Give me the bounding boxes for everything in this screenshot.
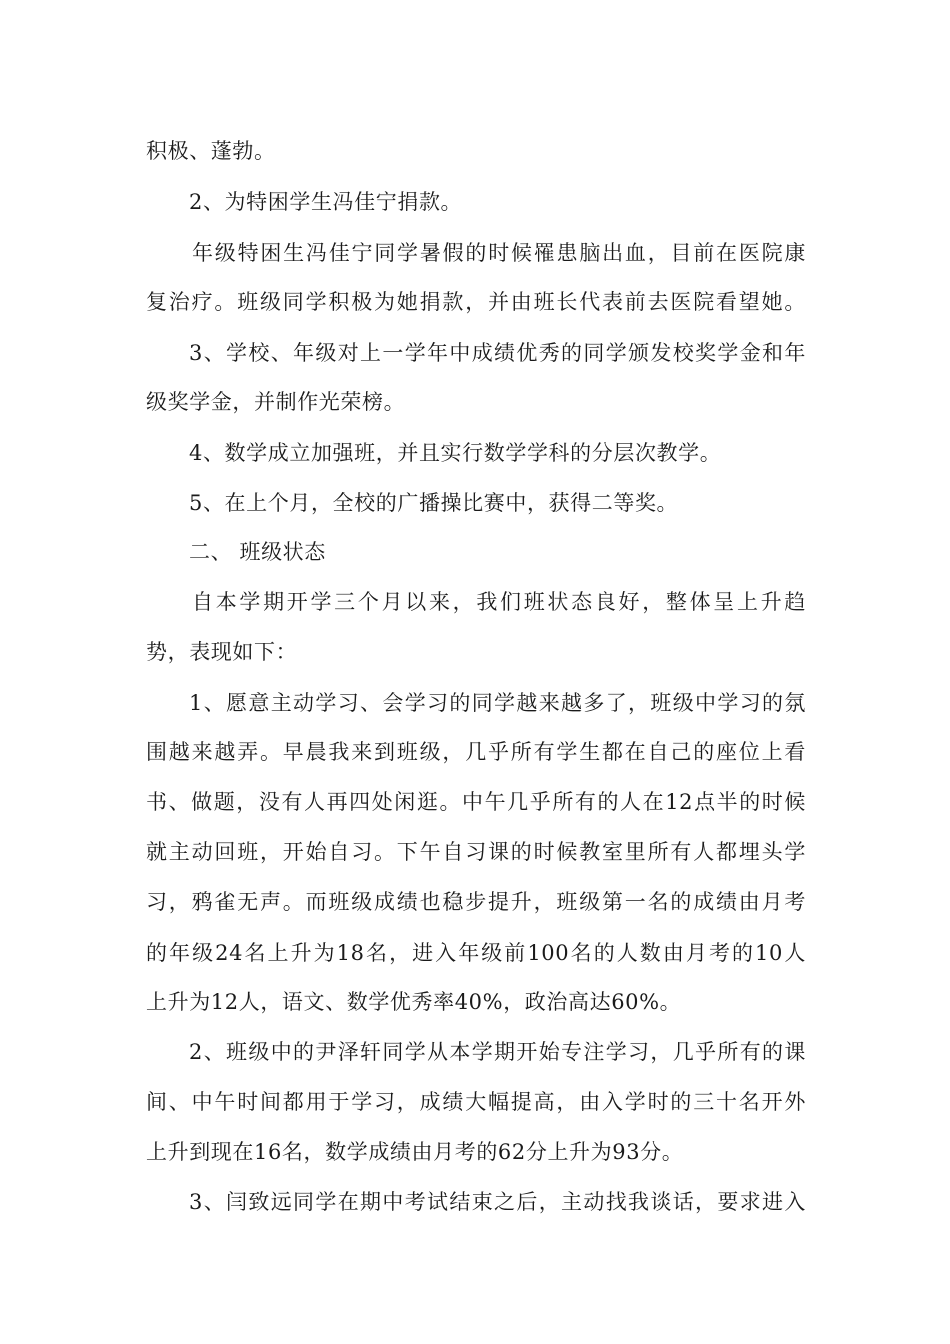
text-line: 年级特困生冯佳宁同学暑假的时候罹患脑出血，目前在医院康 [192, 241, 806, 265]
text-line: 复治疗。班级同学积极为她捐款，并由班长代表前去医院看望她。 [146, 290, 806, 314]
text-line: 就主动回班，开始自习。下午自习课的时候教室里所有人都埋头学 [146, 840, 806, 864]
text-line: 书、做题，没有人再四处闲逛。中午几乎所有的人在12点半的时候 [146, 790, 806, 814]
text-line: 的年级24名上升为18名，进入年级前100名的人数由月考的10人 [146, 941, 806, 965]
list-item-heading: 2、为特困学生冯佳宁捐款。 [189, 190, 463, 214]
text-line: 势，表现如下： [146, 640, 298, 664]
list-item-heading: 4、数学成立加强班，并且实行数学学科的分层次教学。 [189, 441, 722, 465]
text-line: 上升为12人，语文、数学优秀率40%，政治高达60%。 [146, 990, 682, 1014]
text-line: 级奖学金，并制作光荣榜。 [146, 390, 406, 414]
text-line: 2、班级中的尹泽轩同学从本学期开始专注学习，几乎所有的课 [189, 1040, 806, 1064]
text-line: 上升到现在16名，数学成绩由月考的62分上升为93分。 [146, 1140, 684, 1164]
text-line: 积极、蓬勃。 [146, 139, 276, 163]
text-line: 围越来越弄。早晨我来到班级，几乎所有学生都在自己的座位上看 [146, 740, 806, 764]
section-heading: 二、 班级状态 [189, 540, 326, 564]
text-line: 3、学校、年级对上一学年中成绩优秀的同学颁发校奖学金和年 [189, 341, 806, 365]
text-line: 3、闫致远同学在期中考试结束之后，主动找我谈话，要求进入 [189, 1190, 806, 1214]
text-line: 1、愿意主动学习、会学习的同学越来越多了，班级中学习的氛 [189, 691, 806, 715]
text-line: 习，鸦雀无声。而班级成绩也稳步提升，班级第一名的成绩由月考 [146, 890, 806, 914]
list-item-heading: 5、在上个月，全校的广播操比赛中，获得二等奖。 [189, 491, 679, 515]
text-line: 间、中午时间都用于学习，成绩大幅提高，由入学时的三十名开外 [146, 1090, 806, 1114]
text-line: 自本学期开学三个月以来，我们班状态良好，整体呈上升趋 [192, 590, 806, 614]
